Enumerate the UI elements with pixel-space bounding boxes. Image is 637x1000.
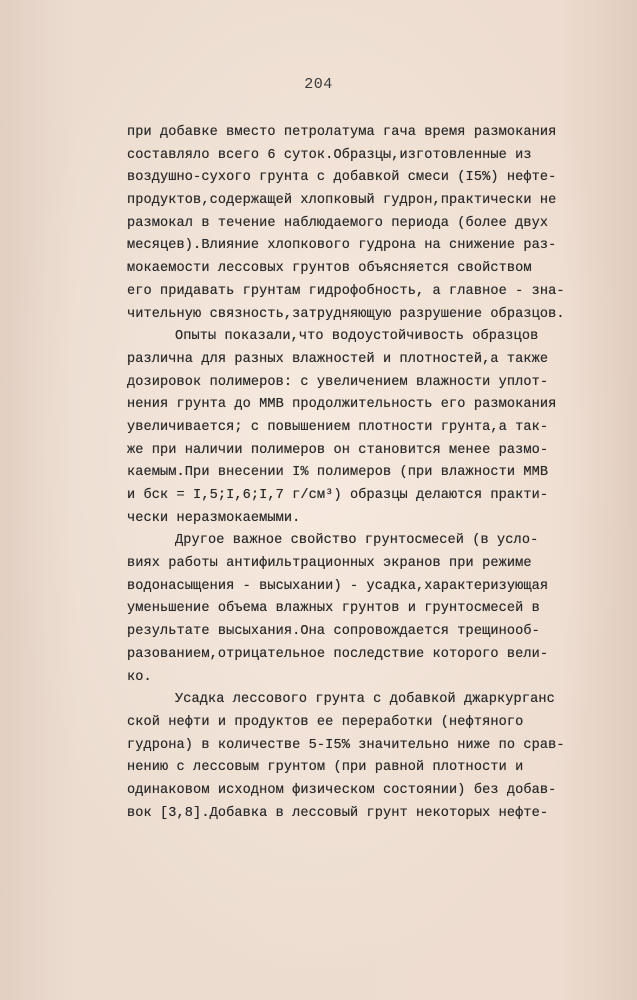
body-text bbox=[127, 122, 597, 825]
text-line: размокал в течение наблюдаемого периода (более двух bbox=[127, 215, 549, 231]
text-line: ской нефти и продуктов ее переработки (нефтяного bbox=[127, 714, 524, 730]
text-line: при добавке вместо петролатума гача время размокания bbox=[127, 125, 557, 140]
text-line: Другое важное свойство грунтосмесей (в усло- bbox=[175, 533, 539, 549]
page-number: 204 bbox=[304, 76, 333, 93]
text-line: Опыты показали,что водоустойчивость образцов bbox=[175, 329, 539, 345]
text-line: составляло всего 6 суток.Образцы,изготовленные из bbox=[127, 147, 532, 163]
text-line: результате высыхания.Она сопровождается трещинооб- bbox=[127, 624, 540, 640]
text-line: одинаковом исходном физическом состоянии) без добав- bbox=[127, 782, 557, 798]
text-line: чительную связность,затрудняющую разрушение образцов. bbox=[127, 306, 565, 322]
text-line: каемым.При внесении I% полимеров (при влажности ММВ bbox=[127, 465, 549, 481]
text-line: уменьшение объема влажных грунтов и грунтосмесей в bbox=[127, 601, 540, 617]
text-line: Усадка лессового грунта с добавкой джаркурганс bbox=[175, 692, 555, 708]
text-line: месяцев).Влияние хлопкового гудрона на снижение раз- bbox=[127, 238, 557, 254]
text-line: его придавать грунтам гидрофобность, а главное - зна- bbox=[127, 283, 565, 299]
text-line: продуктов,содержащей хлопковый гудрон,практически не bbox=[127, 193, 557, 209]
text-line: дозировок полимеров: с увеличением влажности уплот- bbox=[127, 374, 549, 390]
text-line: виях работы антифильтрационных экранов при режиме bbox=[127, 556, 532, 572]
text-line: чески неразмокаемыми. bbox=[127, 510, 301, 526]
text-line: ко. bbox=[127, 669, 152, 685]
text-line: увеличивается; с повышением плотности грунта,а так- bbox=[127, 419, 549, 435]
text-line: и бск = I,5;I,6;I,7 г/см³) образцы делаются практи- bbox=[127, 488, 549, 503]
text-line: различна для разных влажностей и плотностей,а также bbox=[127, 351, 549, 367]
text-line: мокаемости лессовых грунтов объясняется свойством bbox=[127, 261, 532, 277]
text-line: же при наличии полимеров он становится менее размо- bbox=[127, 442, 549, 458]
text-line: водонасыщения - высыхании) - усадка,характеризующая bbox=[127, 578, 549, 594]
text-line: гудрона) в количестве 5-I5% значительно ниже по срав- bbox=[127, 737, 565, 753]
text-line: разованием,отрицательное последствие которого вели- bbox=[127, 646, 549, 662]
text-line: нения грунта до ММВ продолжительность его размокания bbox=[127, 397, 557, 413]
text-line: нению с лессовым грунтом (при равной плотности и bbox=[127, 760, 524, 776]
text-line: вок [3,8].Добавка в лессовый грунт некоторых нефте- bbox=[127, 805, 549, 821]
text-line: воздушно-сухого грунта с добавкой смеси (I5%) нефте- bbox=[127, 170, 557, 186]
